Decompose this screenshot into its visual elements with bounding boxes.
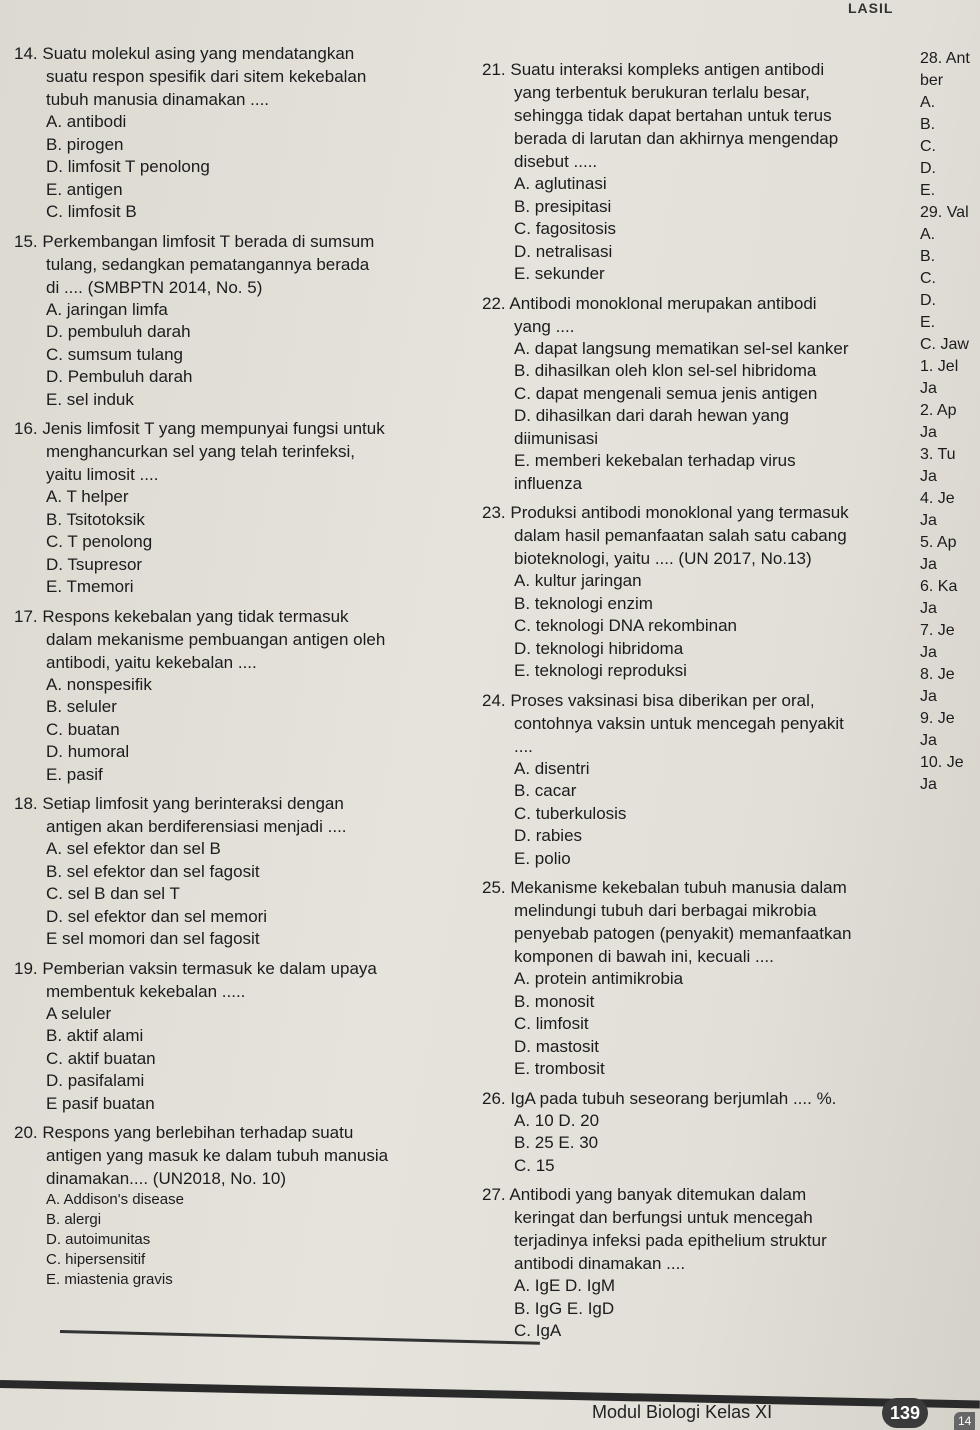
question-text: komponen di bawah ini, kecuali .... [514, 947, 774, 966]
question-text: disebut ..... [514, 152, 598, 171]
question-block [14, 957, 464, 1122]
answer-option: E. polio [514, 848, 571, 868]
question-text: bioteknologi, yaitu .... (UN 2017, No.13) [514, 549, 812, 568]
question-block [14, 417, 464, 605]
question-column-left [14, 42, 464, 1296]
cut-question-text: Ja [920, 732, 937, 749]
question-text: dinamakan.... (UN2018, No. 10) [46, 1169, 287, 1188]
answer-option: B. presipitasi [514, 196, 612, 216]
answer-option: E. antigen [46, 179, 123, 199]
cut-question-text: Ja [920, 688, 937, 705]
question-text: 27. Antibodi yang banyak ditemukan dalam [482, 1185, 807, 1204]
question-text: 22. Antibodi monoklonal merupakan antibodi [482, 293, 817, 313]
cut-question-text: 10. Je [920, 754, 964, 771]
question-text: yang terbentuk berukuran terlalu besar, [514, 83, 810, 102]
answer-option: A. Addison's disease [46, 1191, 184, 1208]
answer-option: E. sel induk [46, 389, 134, 409]
question-text: di .... (SMBPTN 2014, No. 5) [46, 277, 263, 297]
answer-option: B. cacar [514, 781, 577, 800]
answer-option: B. alergi [46, 1211, 102, 1228]
cut-question-text: D. [920, 292, 936, 309]
cut-question-text: 28. Ant [920, 50, 970, 67]
answer-option: A. protein antimikrobia [514, 969, 684, 988]
answer-option: A. aglutinasi [514, 174, 607, 193]
cut-question-text: 7. Je [920, 622, 955, 639]
answer-option: A. IgE D. IgM [514, 1276, 616, 1295]
cut-question-text: 1. Jel [920, 358, 959, 375]
cut-question-text: Ja [920, 556, 937, 573]
header-mark: LASIL [848, 0, 894, 16]
answer-option: C. sel B dan sel T [46, 884, 180, 903]
answer-option: B. aktif alami [46, 1026, 144, 1045]
answer-option: C. limfosit B [46, 202, 137, 221]
answer-option: A. sel efektor dan sel B [46, 839, 221, 858]
question-text: antigen yang masuk ke dalam tubuh manusia [46, 1146, 389, 1165]
cut-question-text: E. [920, 182, 936, 199]
question-text: 26. IgA pada tubuh seseorang berjumlah .... %. [482, 1088, 837, 1108]
answer-option: E. pasif [46, 764, 103, 784]
question-text: 17. Respons kekebalan yang tidak termasuk [14, 606, 349, 626]
question-text: tubuh manusia dinamakan .... [46, 90, 270, 109]
question-text: melindungi tubuh dari berbagai mikrobia [514, 901, 817, 920]
question-block [482, 876, 932, 1087]
question-block [14, 792, 464, 957]
question-text: keringat dan berfungsi untuk mencegah [514, 1208, 813, 1227]
cut-question-text: 29. Val [920, 204, 969, 221]
answer-option: C. IgA [514, 1321, 562, 1340]
cut-question-text: C. [920, 270, 936, 287]
question-text: penyebab patogen (penyakit) memanfaatkan [514, 924, 852, 943]
question-text: 25. Mekanisme kekebalan tubuh manusia dalam [482, 878, 847, 897]
answer-option: D. rabies [514, 826, 583, 845]
answer-option: B. sel efektor dan sel fagosit [46, 861, 260, 881]
cut-question-text: 3. Tu [920, 446, 956, 463]
answer-option: B. dihasilkan oleh klon sel-sel hibridoma [514, 361, 817, 380]
answer-option: A seluler [46, 1003, 112, 1023]
question-text: 20. Respons yang berlebihan terhadap suatu [14, 1123, 354, 1142]
cut-question-text: Ja [920, 644, 937, 661]
question-text: dalam hasil pemanfaatan salah satu cabang [514, 526, 847, 545]
question-text: berada di larutan dan akhirnya mengendap [514, 129, 839, 148]
cut-question-text: A. [920, 94, 936, 111]
answer-option: A. 10 D. 20 [514, 1110, 600, 1130]
answer-option: E. Tmemori [46, 577, 134, 596]
answer-option: D. pasifalami [46, 1071, 145, 1090]
footer-rule [60, 1330, 540, 1345]
answer-option: C. sumsum tulang [46, 344, 183, 364]
answer-option: D. mastosit [514, 1036, 600, 1056]
answer-option: A. nonspesifik [46, 674, 152, 694]
question-text: dalam mekanisme pembuangan antigen oleh [46, 629, 386, 649]
cut-question-text: Ja [920, 424, 937, 441]
cut-question-text: Ja [920, 512, 937, 529]
footer-bar [0, 1380, 980, 1409]
answer-option: E. trombosit [514, 1059, 605, 1078]
answer-option: E. teknologi reproduksi [514, 661, 687, 680]
answer-option: B. pirogen [46, 134, 124, 154]
question-text: 18. Setiap limfosit yang berinteraksi dengan [14, 794, 344, 813]
cut-question-text: C. Jaw [920, 336, 969, 353]
answer-option: B. seluler [46, 697, 117, 716]
question-block [14, 1121, 464, 1296]
answer-option: E. miastenia gravis [46, 1271, 173, 1288]
cut-question-text: A. [920, 226, 936, 243]
question-text: antigen akan berdiferensiasi menjadi .... [46, 817, 347, 836]
question-block [482, 292, 932, 502]
question-block [482, 501, 932, 689]
cut-question-text: 5. Ap [920, 534, 957, 551]
question-block [14, 230, 464, 418]
question-text: tulang, sedangkan pematangannya berada [46, 254, 370, 274]
answer-option: D. netralisasi [514, 241, 613, 261]
answer-option: D. teknologi hibridoma [514, 638, 684, 658]
question-text: yaitu limosit .... [46, 465, 159, 484]
answer-option: A. antibodi [46, 112, 127, 131]
question-text: contohnya vaksin untuk mencegah penyakit [514, 713, 844, 733]
cut-question-text: B. [920, 248, 936, 265]
answer-option: A. disentri [514, 758, 590, 778]
answer-option: C. aktif buatan [46, 1048, 156, 1068]
answer-option: diimunisasi [514, 428, 599, 448]
answer-option: C. tuberkulosis [514, 803, 627, 823]
question-block [14, 42, 464, 230]
answer-option: D. limfosit T penolong [46, 157, 210, 176]
answer-option: B. 25 E. 30 [514, 1133, 599, 1152]
question-text: 16. Jenis limfosit T yang mempunyai fungsi untuk [14, 419, 385, 438]
question-text: yang .... [514, 316, 575, 336]
answer-option: E. memberi kekebalan terhadap virus [514, 451, 796, 470]
answer-option: B. monosit [514, 991, 595, 1011]
answer-option: influenza [514, 473, 583, 493]
cut-question-text: 4. Je [920, 490, 955, 507]
cut-question-text: 9. Je [920, 710, 955, 727]
answer-option: C. buatan [46, 719, 120, 739]
answer-option: C. teknologi DNA rekombinan [514, 616, 738, 635]
question-column-right-cut [920, 48, 980, 796]
question-column-middle [482, 58, 932, 1349]
answer-option: C. hipersensitif [46, 1251, 146, 1268]
question-text: 23. Produksi antibodi monoklonal yang termasuk [482, 503, 849, 522]
question-block [482, 1087, 932, 1184]
question-block [482, 1183, 932, 1349]
cut-question-text: 6. Ka [920, 578, 958, 595]
cut-question-text: 2. Ap [920, 402, 957, 419]
footer-label: Modul Biologi Kelas XI [592, 1402, 773, 1422]
question-block [14, 605, 464, 793]
question-block [482, 689, 932, 877]
cut-question-text: ber [920, 72, 944, 89]
cut-question-text: E. [920, 314, 936, 331]
answer-option: A. dapat langsung mematikan sel-sel kanker [514, 338, 849, 358]
cut-question-text: 8. Je [920, 666, 955, 683]
corner-number: 14 [954, 1412, 975, 1430]
cut-question-text: C. [920, 138, 936, 155]
answer-option: C. limfosit [514, 1014, 589, 1033]
answer-option: B. IgG E. IgD [514, 1298, 615, 1318]
answer-option: A. kultur jaringan [514, 571, 642, 590]
answer-option: B. Tsitotoksik [46, 509, 145, 529]
question-text: sehingga tidak dapat bertahan untuk terus [514, 106, 832, 125]
answer-option: C. 15 [514, 1155, 555, 1175]
answer-option: A. jaringan limfa [46, 299, 168, 319]
cut-question-text: Ja [920, 600, 937, 617]
answer-option: B. teknologi enzim [514, 593, 653, 613]
answer-option: D. pembuluh darah [46, 322, 191, 341]
answer-option: C. T penolong [46, 532, 153, 551]
cut-question-text: B. [920, 116, 936, 133]
answer-option: D. Pembuluh darah [46, 367, 193, 386]
cut-question-text: D. [920, 160, 936, 177]
question-text: 21. Suatu interaksi kompleks antigen antibodi [482, 60, 825, 79]
question-block [482, 58, 932, 292]
question-text: 24. Proses vaksinasi bisa diberikan per oral, [482, 690, 815, 710]
answer-option: E. sekunder [514, 264, 605, 283]
cut-question-text: Ja [920, 380, 937, 397]
cut-question-text: Ja [920, 776, 937, 793]
cut-question-text: Ja [920, 468, 937, 485]
question-text: terjadinya infeksi pada epithelium struktur [514, 1231, 827, 1250]
answer-option: D. humoral [46, 742, 130, 761]
answer-option: E sel momori dan sel fagosit [46, 929, 260, 948]
answer-option: D. autoimunitas [46, 1231, 151, 1248]
answer-option: D. dihasilkan dari darah hewan yang [514, 406, 790, 425]
question-text: membentuk kekebalan ..... [46, 981, 246, 1001]
answer-option: D. sel efektor dan sel memori [46, 906, 268, 926]
answer-option: E pasif buatan [46, 1093, 155, 1113]
question-text: 15. Perkembangan limfosit T berada di sumsum [14, 231, 375, 251]
question-text: antibodi dinamakan .... [514, 1254, 686, 1273]
question-text: suatu respon spesifik dari sitem kekebalan [46, 67, 367, 86]
answer-option: C. dapat mengenali semua jenis antigen [514, 383, 818, 403]
question-text: antibodi, yaitu kekebalan .... [46, 652, 257, 672]
question-text: .... [514, 736, 533, 756]
question-text: 14. Suatu molekul asing yang mendatangkan [14, 44, 355, 63]
question-text: 19. Pemberian vaksin termasuk ke dalam upaya [14, 958, 377, 978]
answer-option: C. fagositosis [514, 219, 617, 238]
answer-option: A. T helper [46, 487, 129, 506]
question-text: menghancurkan sel yang telah terinfeksi, [46, 442, 356, 461]
page-number: 139 [882, 1398, 928, 1428]
answer-option: D. Tsupresor [46, 554, 143, 574]
